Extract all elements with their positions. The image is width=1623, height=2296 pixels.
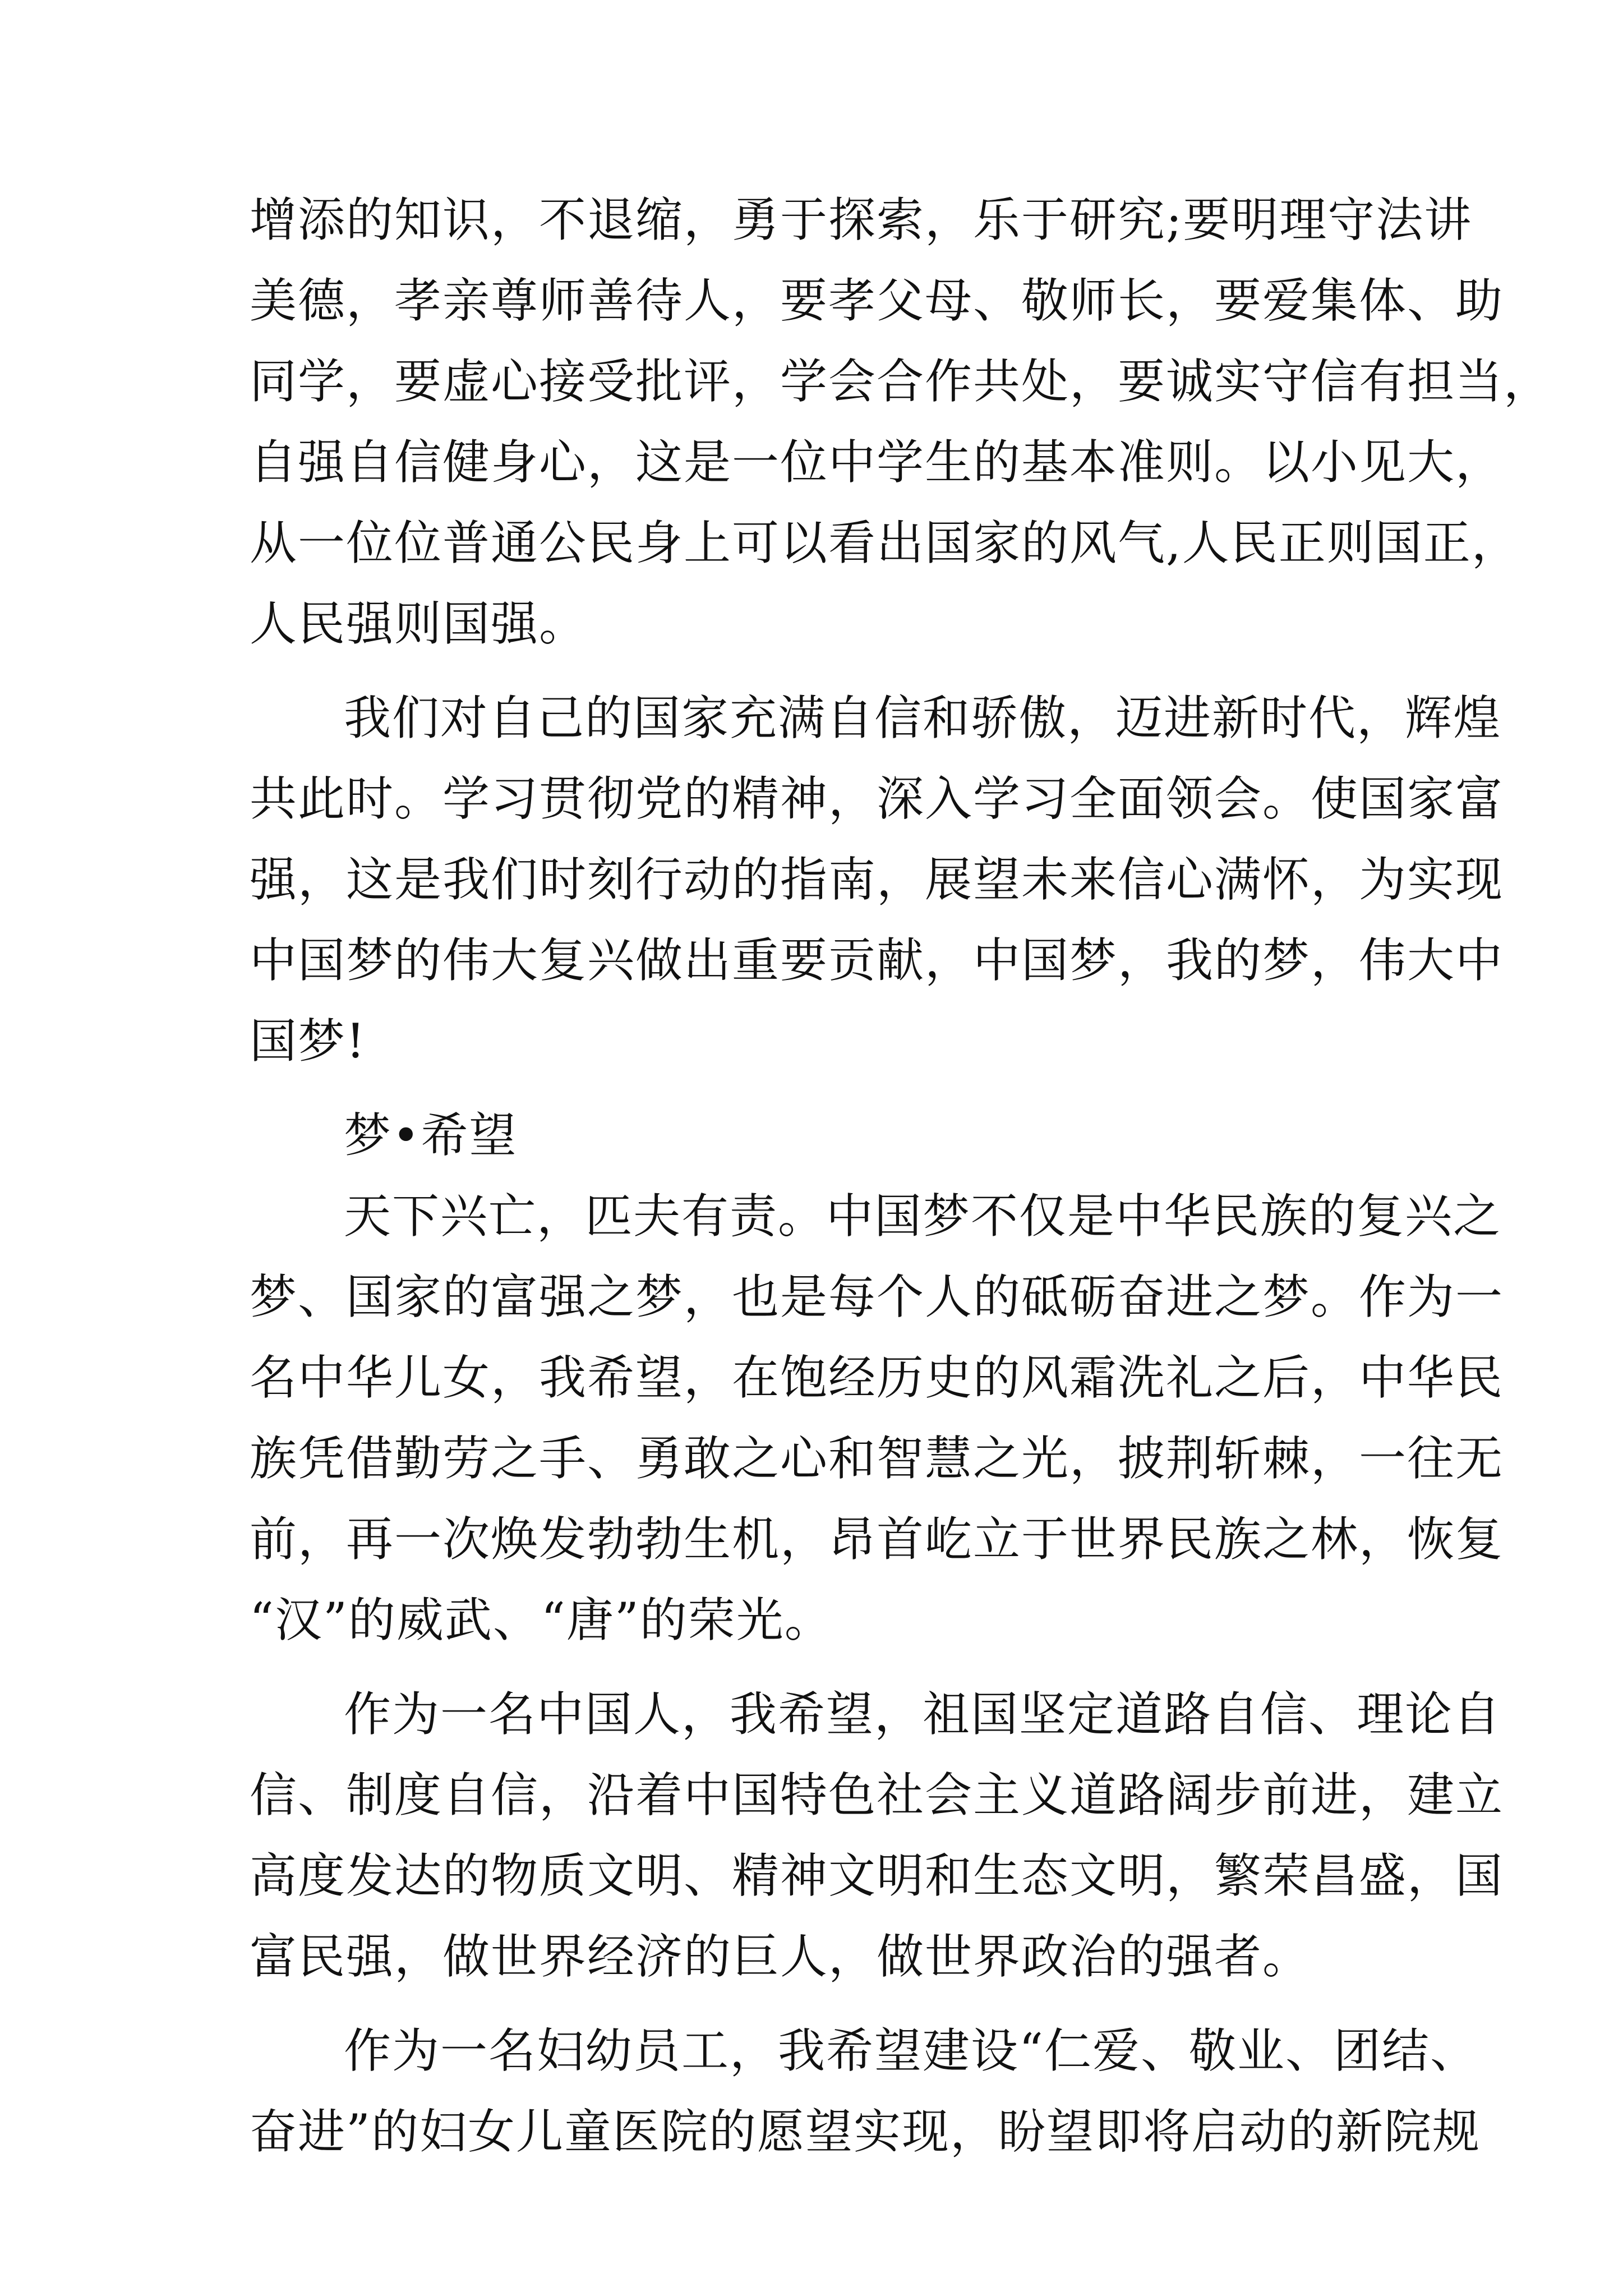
text-line: 作为一名中国人，我希望，祖国坚定道路自信、理论自 xyxy=(344,1687,1502,1742)
document-body xyxy=(250,180,1552,2172)
text-line: 奋进”的妇女儿童医院的愿望实现，盼望即将启动的新院规 xyxy=(250,2104,1481,2159)
text-line: 从一位位普通公民身上可以看出国家的风气,人民正则国正， xyxy=(250,516,1520,570)
text-line: 作为一名妇幼员工，我希望建设“仁爱、敬业、团结、 xyxy=(344,2023,1478,2078)
text-line: 自强自信健身心，这是一位中学生的基本准则。以小见大， xyxy=(250,435,1504,490)
text-line: 梦、国家的富强之梦，也是每个人的砥砺奋进之梦。作为一 xyxy=(250,1269,1504,1324)
text-line: 人民强则国强。 xyxy=(250,596,588,651)
text-line: 富民强，做世界经济的巨人，做世界政治的强者。 xyxy=(250,1929,1311,1984)
text-line: 天下兴亡，匹夫有责。中国梦不仅是中华民族的复兴之 xyxy=(344,1189,1502,1244)
text-line: 名中华儿女，我希望，在饱经历史的风霜洗礼之后，中华民 xyxy=(250,1350,1504,1405)
text-line: 强，这是我们时刻行动的指南，展望未来信心满怀，为实现 xyxy=(250,852,1504,907)
text-line: 国梦! xyxy=(250,1014,366,1069)
text-line: 前，再一次焕发勃勃生机，昂首屹立于世界民族之林，恢复 xyxy=(250,1512,1504,1567)
text-line: 我们对自己的国家充满自信和骄傲，迈进新时代，辉煌 xyxy=(344,691,1502,746)
text-line: 信、制度自信，沿着中国特色社会主义道路阔步前进，建立 xyxy=(250,1768,1504,1823)
text-line: 高度发达的物质文明、精神文明和生态文明，繁荣昌盛，国 xyxy=(250,1848,1504,1903)
section-heading: 梦•希望 xyxy=(344,1108,518,1163)
text-line: 增添的知识，不退缩，勇于探索，乐于研究;要明理守法讲 xyxy=(250,192,1473,247)
text-line: 族凭借勤劳之手、勇敢之心和智慧之光，披荆斩棘，一往无 xyxy=(250,1431,1504,1486)
text-line: 中国梦的伟大复兴做出重要贡献，中国梦，我的梦，伟大中 xyxy=(250,933,1504,988)
text-line: 美德，孝亲尊师善待人，要孝父母、敬师长，要爱集体、助 xyxy=(250,273,1504,328)
text-line: 同学，要虚心接受批评，学会合作共处，要诚实守信有担当， xyxy=(250,354,1552,409)
text-line: 共此时。学习贯彻党的精神，深入学习全面领会。使国家富 xyxy=(250,771,1504,826)
text-line: “汉”的威武、“唐”的荣光。 xyxy=(250,1593,833,1648)
